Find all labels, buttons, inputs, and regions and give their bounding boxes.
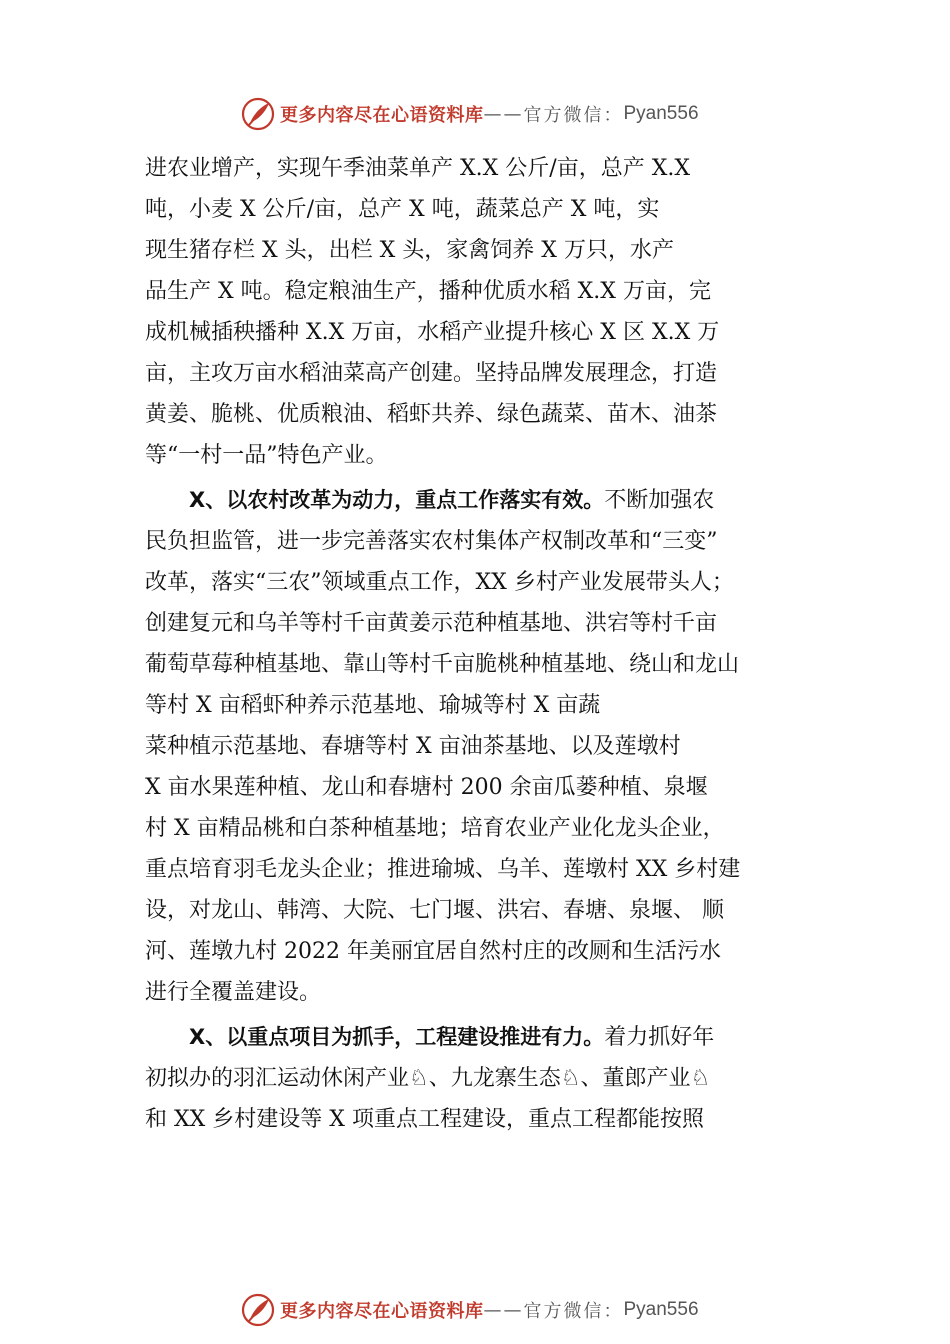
- banner-wechat-id: Pyan556: [623, 103, 699, 124]
- text-line: 重点培育羽毛龙头企业；推进瑜城、乌羊、莲墩村 XX 乡村建: [145, 857, 741, 882]
- text-line: X 亩水果莲种植、龙山和春塘村 200 余亩瓜蒌种植、泉堰: [145, 775, 708, 800]
- section-heading: X、以重点项目为抓手，工程建设推进有力。: [189, 1025, 605, 1049]
- text-line: 进行全覆盖建设。: [145, 980, 322, 1005]
- banner-official-label: 官方微信：: [523, 105, 624, 126]
- text-line: 成机械插秧播种 X.X 万亩，水稻产业提升核心 X 区 X.X 万: [145, 320, 720, 345]
- paragraph-2: [145, 480, 835, 1013]
- text-line: 民负担监管，进一步完善落实农村集体产权制改革和“三变”: [145, 529, 718, 554]
- text-line: 等“一村一品”特色产业。: [145, 443, 388, 468]
- text-line: 初拟办的羽汇运动休闲产业♘、九龙寨生态♘、董郎产业♘: [145, 1066, 711, 1091]
- document-body: [145, 148, 835, 1140]
- text-line: 吨，小麦 X 公斤/亩，总产 X 吨，蔬菜总产 X 吨，实: [145, 197, 660, 222]
- footer-banner: [240, 1290, 760, 1330]
- text-line: 河、莲墩九村 2022 年美丽宜居自然村庄的改厕和生活污水: [145, 939, 721, 964]
- text-line: 进农业增产，实现午季油菜单产 X.X 公斤/亩，总产 X.X: [145, 156, 691, 181]
- banner-official-label: 官方微信：: [523, 1301, 624, 1322]
- text-run: 不断加强农: [604, 488, 715, 513]
- paragraph-first-line: [145, 1017, 835, 1058]
- banner-dash: ——: [483, 103, 524, 125]
- text-line: 和 XX 乡村建设等 X 项重点工程建设，重点工程都能按照: [145, 1107, 704, 1132]
- text-line: 黄姜、脆桃、优质粮油、稻虾共养、绿色蔬菜、苗木、油茶: [145, 402, 718, 427]
- banner-wechat-id: Pyan556: [623, 1299, 699, 1320]
- banner-title: 更多内容尽在心语资料库: [280, 1301, 484, 1322]
- text-line: 等村 X 亩稻虾种养示范基地、瑜城等村 X 亩蔬: [145, 693, 601, 718]
- paragraph-1: [145, 148, 835, 476]
- text-run: 着力抓好年: [604, 1025, 715, 1050]
- paragraph-3: [145, 1017, 835, 1140]
- text-line: 亩，主攻万亩水稻油菜高产创建。坚持品牌发展理念，打造: [145, 361, 718, 386]
- banner-title: 更多内容尽在心语资料库: [280, 105, 484, 126]
- text-line: 创建复元和乌羊等村千亩黄姜示范种植基地、洪宕等村千亩: [145, 611, 718, 636]
- text-line: 改革，落实“三农”领域重点工作，XX 乡村产业发展带头人；: [145, 570, 734, 595]
- header-banner: [240, 94, 760, 134]
- text-line: 现生猪存栏 X 头，出栏 X 头，家禽饲养 X 万只，水产: [145, 238, 674, 263]
- text-line: 品生产 X 吨。稳定粮油生产，播种优质水稻 X.X 万亩，完: [145, 279, 711, 304]
- text-line: 设，对龙山、韩湾、大院、七门堰、洪宕、春塘、泉堰、 顺: [145, 898, 724, 923]
- feather-quill-icon: [240, 96, 276, 132]
- feather-quill-icon: [240, 1292, 276, 1328]
- text-line: 菜种植示范基地、春塘等村 X 亩油茶基地、以及莲墩村: [145, 734, 681, 759]
- section-heading: X、以农村改革为动力，重点工作落实有效。: [189, 488, 605, 512]
- paragraph-first-line: [145, 480, 835, 521]
- text-line: 葡萄草莓种植基地、靠山等村千亩脆桃种植基地、绕山和龙山: [145, 652, 740, 677]
- text-line: 村 X 亩精品桃和白茶种植基地；培育农业产业化龙头企业，: [145, 816, 725, 841]
- banner-dash: ——: [483, 1299, 524, 1321]
